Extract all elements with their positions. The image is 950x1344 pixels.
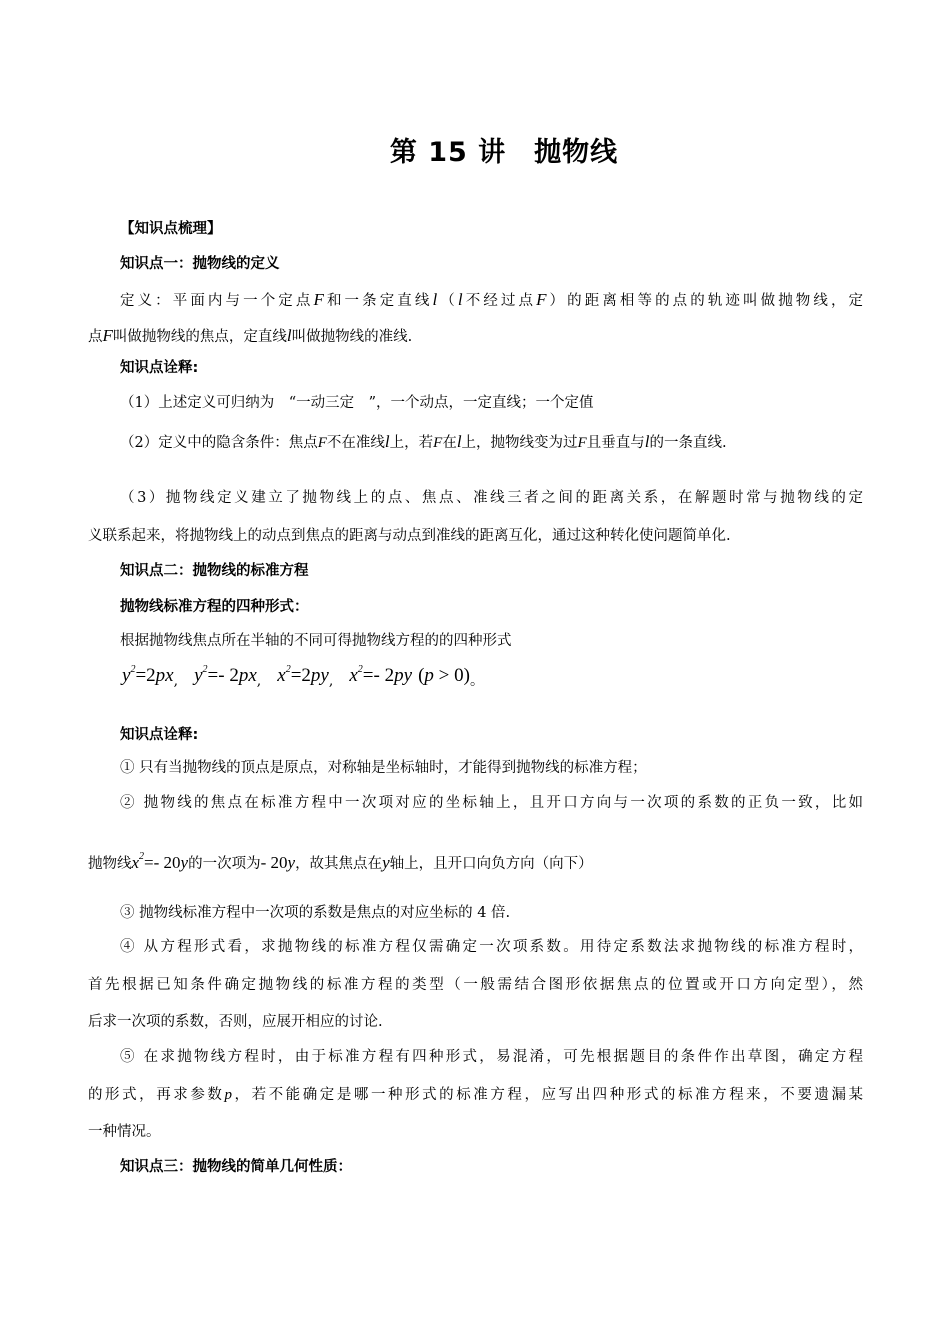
kp1-definition-line1: 定义：平面内与一个定点F和一条定直线l（l不经过点F）的距离相等的点的轨迹叫做抛物线，定 bbox=[120, 290, 864, 309]
notes1-heading: 知识点诠释: bbox=[120, 360, 199, 376]
notes1-item3-line2: 义联系起来，将抛物线上的动点到焦点的距离与动点到准线的距离互化，通过这种转化使问题简单化. bbox=[88, 528, 731, 544]
notes2-n2-line2: 抛物线$x^2=-$ 20y的一次项为- 20y，故其焦点在y轴上，且开口向负方向（向下） bbox=[88, 851, 593, 872]
notes2-n3: ③ 抛物线标准方程中一次项的系数是焦点的对应坐标的 4 倍. bbox=[120, 905, 511, 921]
kp2-heading: 知识点二：抛物线的标准方程 bbox=[120, 563, 309, 579]
notes2-n4-line1: ④ 从方程形式看，求抛物线的标准方程仅需确定一次项系数。用待定系数法求抛物线的标准方程时， bbox=[120, 939, 863, 955]
kp3-heading: 知识点三：抛物线的简单几何性质： bbox=[120, 1159, 352, 1175]
page-title: 第 15 讲 抛物线 bbox=[389, 137, 619, 168]
notes2-n4-line3: 后求一次项的系数，否则，应展开相应的讨论. bbox=[88, 1014, 383, 1030]
notes2-n5-line1: ⑤ 在求抛物线方程时，由于标准方程有四种形式，易混淆，可先根据题目的条件作出草图，确定方程 bbox=[120, 1049, 863, 1065]
notes2-n5-line2: 的形式，再求参数p，若不能确定是哪一种形式的标准方程，应写出四种形式的标准方程来，不要遗漏某 bbox=[88, 1087, 864, 1103]
kp2-intro: 根据抛物线焦点所在半轴的不同可得抛物线方程的的四种形式 bbox=[120, 633, 512, 649]
notes2-n4-line2: 首先根据已知条件确定抛物线的标准方程的类型（一般需结合图形依据焦点的位置或开口方向定型），然 bbox=[88, 977, 863, 993]
notes2-n2-line1: ② 抛物线的焦点在标准方程中一次项对应的坐标轴上，且开口方向与一次项的系数的正负一致，比如 bbox=[120, 795, 863, 811]
notes1-item2: （2）定义中的隐含条件：焦点F不在准线l上，若F在l上，抛物线变为过F且垂直与l的一条直线. bbox=[120, 432, 727, 451]
kp1-heading: 知识点一：抛物线的定义 bbox=[120, 256, 280, 272]
section-header: 【知识点梳理】 bbox=[120, 221, 222, 237]
notes2-n5-line3: 一种情况。 bbox=[88, 1124, 161, 1140]
notes2-n1: ① 只有当抛物线的顶点是原点，对称轴是坐标轴时，才能得到抛物线的标准方程； bbox=[120, 760, 647, 776]
notes1-item3-line1: （3）抛物线定义建立了抛物线上的点、焦点、准线三者之间的距离关系，在解题时常与抛物线的定 bbox=[120, 490, 863, 506]
kp1-definition-line2: 点F叫做抛物线的焦点，定直线l叫做抛物线的准线. bbox=[88, 326, 413, 345]
kp2-subheading: 抛物线标准方程的四种形式： bbox=[120, 599, 309, 615]
notes2-heading: 知识点诠释: bbox=[120, 727, 199, 743]
notes1-item1: （1）上述定义可归纳为 “一动三定 ”，一个动点，一定直线；一个定值 bbox=[120, 395, 594, 411]
standard-equations: $y^2=2px_,$ $y^2=-$ $2px_,$ $x^2=2py_,$ $x^2=-$ 2py $(p > 0)_。$ bbox=[122, 664, 484, 689]
